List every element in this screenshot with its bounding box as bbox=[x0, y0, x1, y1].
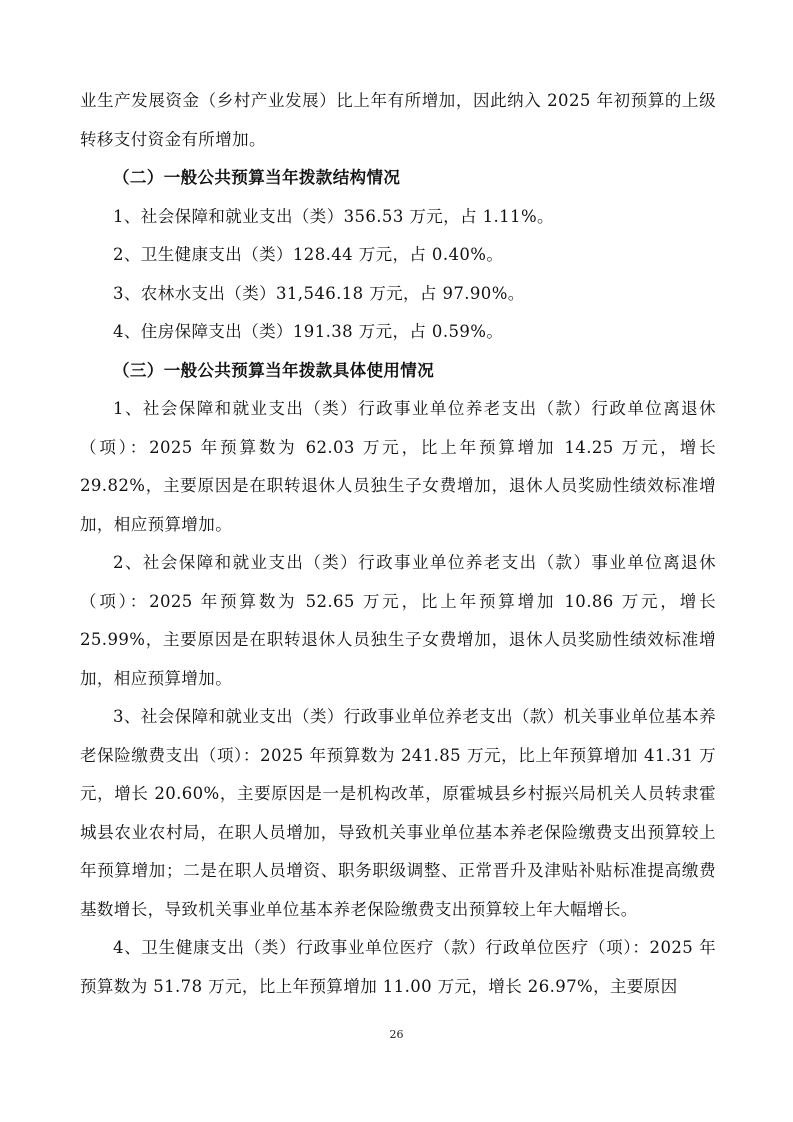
page-number: 26 bbox=[389, 1028, 404, 1041]
body-paragraph: 3、社会保障和就业支出（类）行政事业单位养老支出（款）机关事业单位基本养老保险缴费支出（项）：2025 年预算数为 241.85 万元，比上年预算增加 41.31 万元，增长 20.60%，主要原因是一是机构改革，原霍城县乡村振兴局机关人员转隶霍城县农业农村局，在职人员增加，导致机关事业单位基本养老保险缴费支出预算较上年预算增加；二是在职人员增资、职务职级调整、正常晋升及津贴补贴标准提高缴费基数增长，导致机关事业单位基本养老保险缴费支出预算较上年大幅增长。 bbox=[80, 707, 716, 919]
body-paragraph: 2、卫生健康支出（类）128.44 万元，占 0.40%。 bbox=[113, 245, 504, 264]
body-paragraph: 1、社会保障和就业支出（类）行政事业单位养老支出（款）行政单位离退休（项）：2025 年预算数为 62.03 万元，比上年预算增加 14.25 万元，增长 29.82%，主要原因是在职转退休人员独生子女费增加，退休人员奖励性绩效标准增加，相应预算增加。 bbox=[80, 399, 716, 534]
body-paragraph: 4、卫生健康支出（类）行政事业单位医疗（款）行政单位医疗（项）：2025 年预算数为 51.78 万元，比上年预算增加 11.00 万元，增长 26.97%，主要原因 bbox=[80, 938, 716, 996]
body-paragraph: 3、农林水支出（类）31,546.18 万元，占 97.90%。 bbox=[113, 283, 525, 303]
document-body bbox=[80, 82, 716, 1006]
body-paragraph: 4、住房保障支出（类）191.38 万元，占 0.59%。 bbox=[113, 322, 504, 341]
section-heading: （二）一般公共预算当年拨款结构情况 bbox=[113, 168, 401, 187]
body-paragraph: 2、社会保障和就业支出（类）行政事业单位养老支出（款）事业单位离退休（项）：2025 年预算数为 52.65 万元，比上年预算增加 10.86 万元，增长 25.99%，主要原因是在职转退休人员独生子女费增加，退休人员奖励性绩效标准增加，相应预算增加。 bbox=[80, 553, 716, 688]
body-paragraph: 业生产发展资金（乡村产业发展）比上年有所增加，因此纳入 2025 年初预算的上级转移支付资金有所增加。 bbox=[80, 91, 716, 149]
section-heading: （三）一般公共预算当年拨款具体使用情况 bbox=[113, 360, 435, 380]
body-paragraph: 1、社会保障和就业支出（类）356.53 万元，占 1.11%。 bbox=[113, 206, 554, 226]
